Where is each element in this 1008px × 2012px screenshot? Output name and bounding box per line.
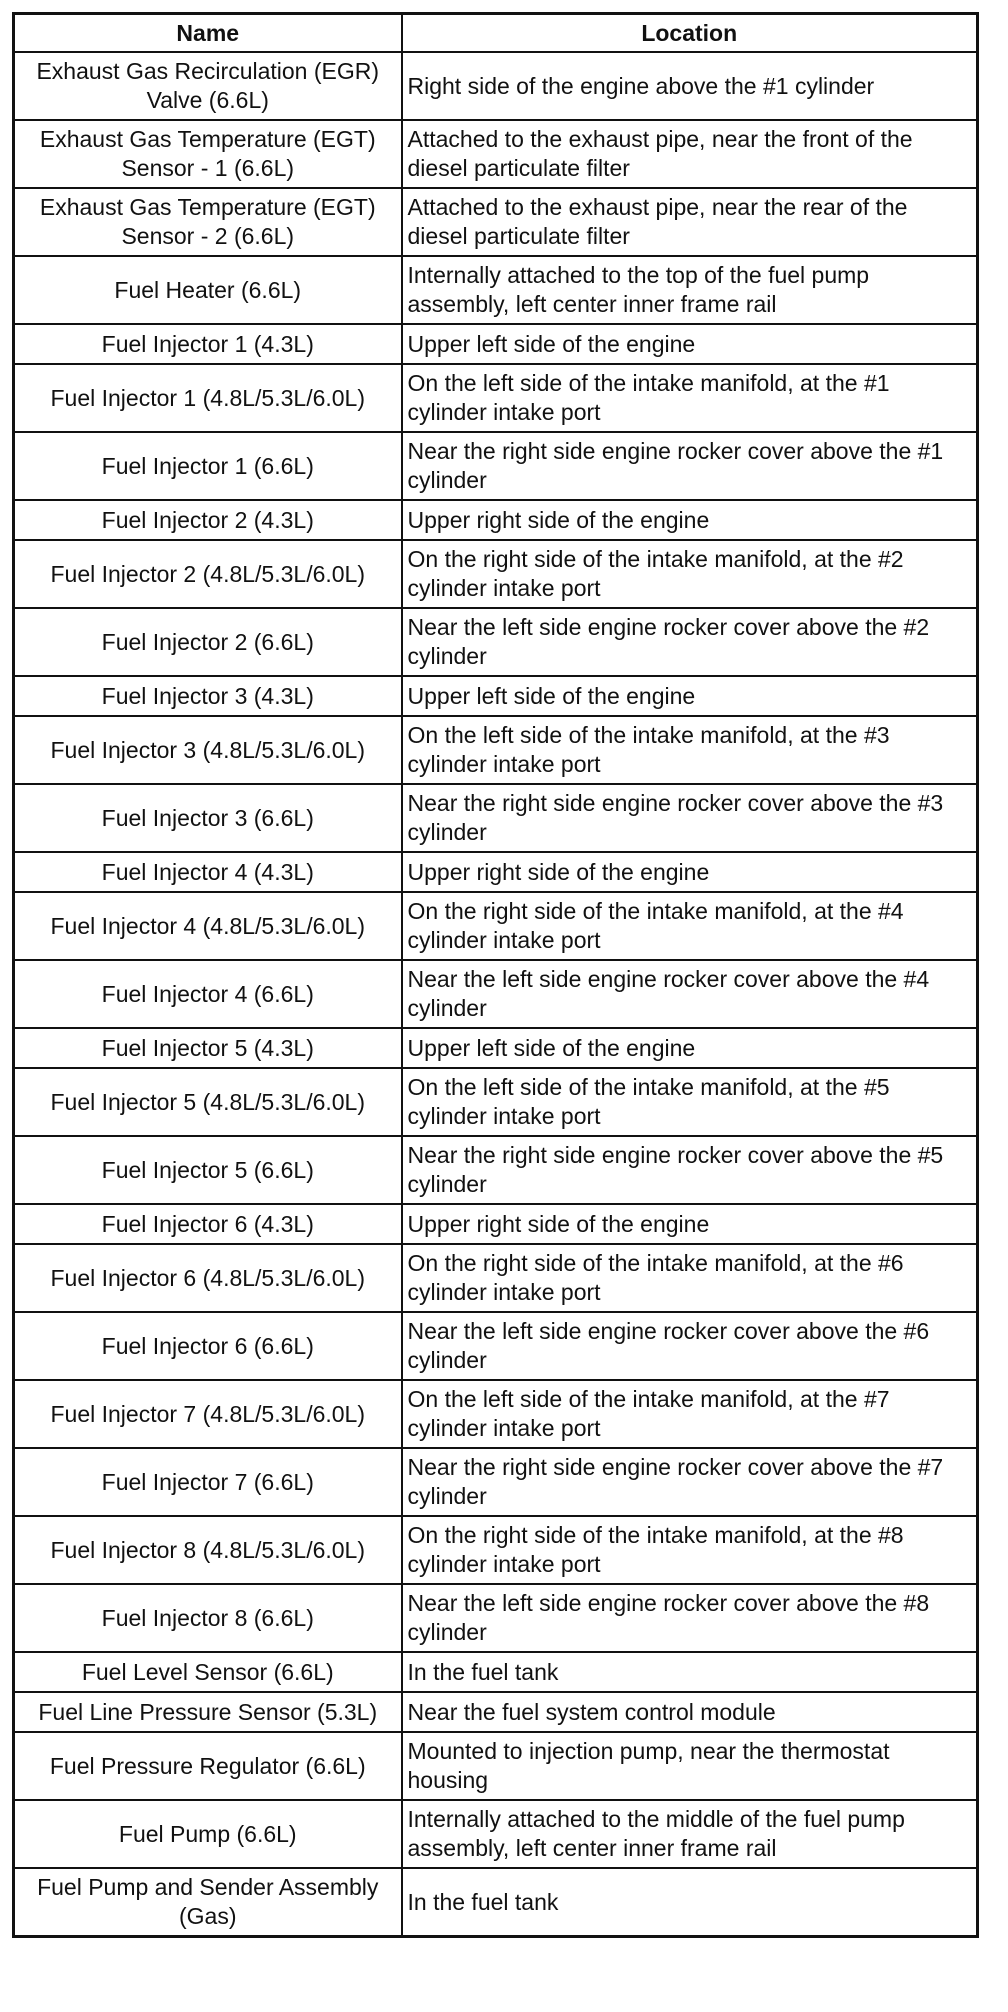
component-name-cell: Fuel Injector 6 (6.6L) — [14, 1312, 402, 1380]
component-name-cell: Fuel Injector 6 (4.3L) — [14, 1204, 402, 1244]
table-body — [14, 52, 978, 1937]
document-page — [12, 12, 976, 1938]
table-row — [14, 324, 978, 364]
table-row — [14, 676, 978, 716]
component-name-cell: Fuel Injector 3 (6.6L) — [14, 784, 402, 852]
component-location-cell: Near the fuel system control module — [402, 1692, 978, 1732]
component-name-cell: Fuel Heater (6.6L) — [14, 256, 402, 324]
component-location-cell: Near the left side engine rocker cover above the #4 cylinder — [402, 960, 978, 1028]
component-location-cell: Upper left side of the engine — [402, 324, 978, 364]
component-location-cell: Upper right side of the engine — [402, 500, 978, 540]
component-location-cell: On the left side of the intake manifold, at the #3 cylinder intake port — [402, 716, 978, 784]
component-location-cell: In the fuel tank — [402, 1868, 978, 1937]
table-row — [14, 364, 978, 432]
table-row — [14, 1204, 978, 1244]
component-location-cell: On the left side of the intake manifold, at the #1 cylinder intake port — [402, 364, 978, 432]
component-name-cell: Fuel Injector 2 (4.3L) — [14, 500, 402, 540]
component-name-cell: Fuel Injector 5 (4.8L/5.3L/6.0L) — [14, 1068, 402, 1136]
component-location-table — [12, 12, 979, 1938]
table-row — [14, 52, 978, 120]
table-row — [14, 960, 978, 1028]
component-name-cell: Fuel Pressure Regulator (6.6L) — [14, 1732, 402, 1800]
table-row — [14, 120, 978, 188]
component-name-cell: Fuel Injector 5 (6.6L) — [14, 1136, 402, 1204]
component-location-cell: Right side of the engine above the #1 cylinder — [402, 52, 978, 120]
component-location-cell: Upper right side of the engine — [402, 852, 978, 892]
component-name-cell: Fuel Pump and Sender Assembly (Gas) — [14, 1868, 402, 1937]
component-name-cell: Fuel Injector 5 (4.3L) — [14, 1028, 402, 1068]
component-name-cell: Exhaust Gas Recirculation (EGR) Valve (6.6L) — [14, 52, 402, 120]
component-name-cell: Fuel Injector 7 (6.6L) — [14, 1448, 402, 1516]
component-location-cell: Internally attached to the top of the fuel pump assembly, left center inner frame rail — [402, 256, 978, 324]
table-row — [14, 1732, 978, 1800]
component-location-cell: Upper right side of the engine — [402, 1204, 978, 1244]
component-name-cell: Fuel Injector 1 (4.8L/5.3L/6.0L) — [14, 364, 402, 432]
component-location-cell: On the right side of the intake manifold, at the #4 cylinder intake port — [402, 892, 978, 960]
table-row — [14, 1448, 978, 1516]
component-location-cell: On the right side of the intake manifold, at the #8 cylinder intake port — [402, 1516, 978, 1584]
component-name-cell: Fuel Injector 6 (4.8L/5.3L/6.0L) — [14, 1244, 402, 1312]
component-location-cell: Near the right side engine rocker cover above the #3 cylinder — [402, 784, 978, 852]
table-row — [14, 1692, 978, 1732]
table-row — [14, 1136, 978, 1204]
header-row — [14, 14, 978, 53]
component-location-cell: Mounted to injection pump, near the thermostat housing — [402, 1732, 978, 1800]
component-name-cell: Fuel Injector 4 (4.8L/5.3L/6.0L) — [14, 892, 402, 960]
table-row — [14, 1868, 978, 1937]
component-location-cell: Attached to the exhaust pipe, near the front of the diesel particulate filter — [402, 120, 978, 188]
component-name-cell: Fuel Injector 2 (6.6L) — [14, 608, 402, 676]
component-location-cell: Attached to the exhaust pipe, near the rear of the diesel particulate filter — [402, 188, 978, 256]
table-row — [14, 716, 978, 784]
table-row — [14, 852, 978, 892]
component-name-cell: Fuel Injector 1 (4.3L) — [14, 324, 402, 364]
component-location-cell: Near the left side engine rocker cover above the #8 cylinder — [402, 1584, 978, 1652]
component-location-cell: Near the right side engine rocker cover above the #7 cylinder — [402, 1448, 978, 1516]
component-name-cell: Fuel Injector 2 (4.8L/5.3L/6.0L) — [14, 540, 402, 608]
table-row — [14, 540, 978, 608]
table-row — [14, 1028, 978, 1068]
component-location-cell: Near the left side engine rocker cover above the #2 cylinder — [402, 608, 978, 676]
table-row — [14, 256, 978, 324]
header-location: Location — [402, 14, 978, 53]
component-location-cell: Near the right side engine rocker cover above the #1 cylinder — [402, 432, 978, 500]
table-row — [14, 1584, 978, 1652]
component-name-cell: Fuel Injector 8 (6.6L) — [14, 1584, 402, 1652]
component-name-cell: Fuel Injector 4 (4.3L) — [14, 852, 402, 892]
component-location-cell: On the right side of the intake manifold, at the #2 cylinder intake port — [402, 540, 978, 608]
table-row — [14, 1312, 978, 1380]
component-location-cell: Near the right side engine rocker cover above the #5 cylinder — [402, 1136, 978, 1204]
component-name-cell: Fuel Injector 1 (6.6L) — [14, 432, 402, 500]
component-name-cell: Exhaust Gas Temperature (EGT) Sensor - 1 (6.6L) — [14, 120, 402, 188]
component-location-cell: On the left side of the intake manifold, at the #7 cylinder intake port — [402, 1380, 978, 1448]
component-location-cell: Internally attached to the middle of the fuel pump assembly, left center inner frame rail — [402, 1800, 978, 1868]
component-location-cell: On the left side of the intake manifold, at the #5 cylinder intake port — [402, 1068, 978, 1136]
component-name-cell: Fuel Line Pressure Sensor (5.3L) — [14, 1692, 402, 1732]
component-location-cell: Upper left side of the engine — [402, 1028, 978, 1068]
table-row — [14, 608, 978, 676]
component-name-cell: Fuel Injector 3 (4.8L/5.3L/6.0L) — [14, 716, 402, 784]
component-name-cell: Fuel Injector 7 (4.8L/5.3L/6.0L) — [14, 1380, 402, 1448]
table-row — [14, 1516, 978, 1584]
table-row — [14, 188, 978, 256]
component-location-cell: Near the left side engine rocker cover above the #6 cylinder — [402, 1312, 978, 1380]
component-location-cell: Upper left side of the engine — [402, 676, 978, 716]
component-name-cell: Fuel Pump (6.6L) — [14, 1800, 402, 1868]
component-name-cell: Fuel Injector 8 (4.8L/5.3L/6.0L) — [14, 1516, 402, 1584]
component-location-cell: In the fuel tank — [402, 1652, 978, 1692]
table-row — [14, 1800, 978, 1868]
table-row — [14, 500, 978, 540]
component-name-cell: Exhaust Gas Temperature (EGT) Sensor - 2 (6.6L) — [14, 188, 402, 256]
table-row — [14, 1652, 978, 1692]
header-name: Name — [14, 14, 402, 53]
component-name-cell: Fuel Injector 3 (4.3L) — [14, 676, 402, 716]
component-name-cell: Fuel Injector 4 (6.6L) — [14, 960, 402, 1028]
table-row — [14, 892, 978, 960]
table-row — [14, 1068, 978, 1136]
component-location-cell: On the right side of the intake manifold, at the #6 cylinder intake port — [402, 1244, 978, 1312]
table-row — [14, 784, 978, 852]
table-row — [14, 1380, 978, 1448]
component-name-cell: Fuel Level Sensor (6.6L) — [14, 1652, 402, 1692]
table-row — [14, 1244, 978, 1312]
table-row — [14, 432, 978, 500]
